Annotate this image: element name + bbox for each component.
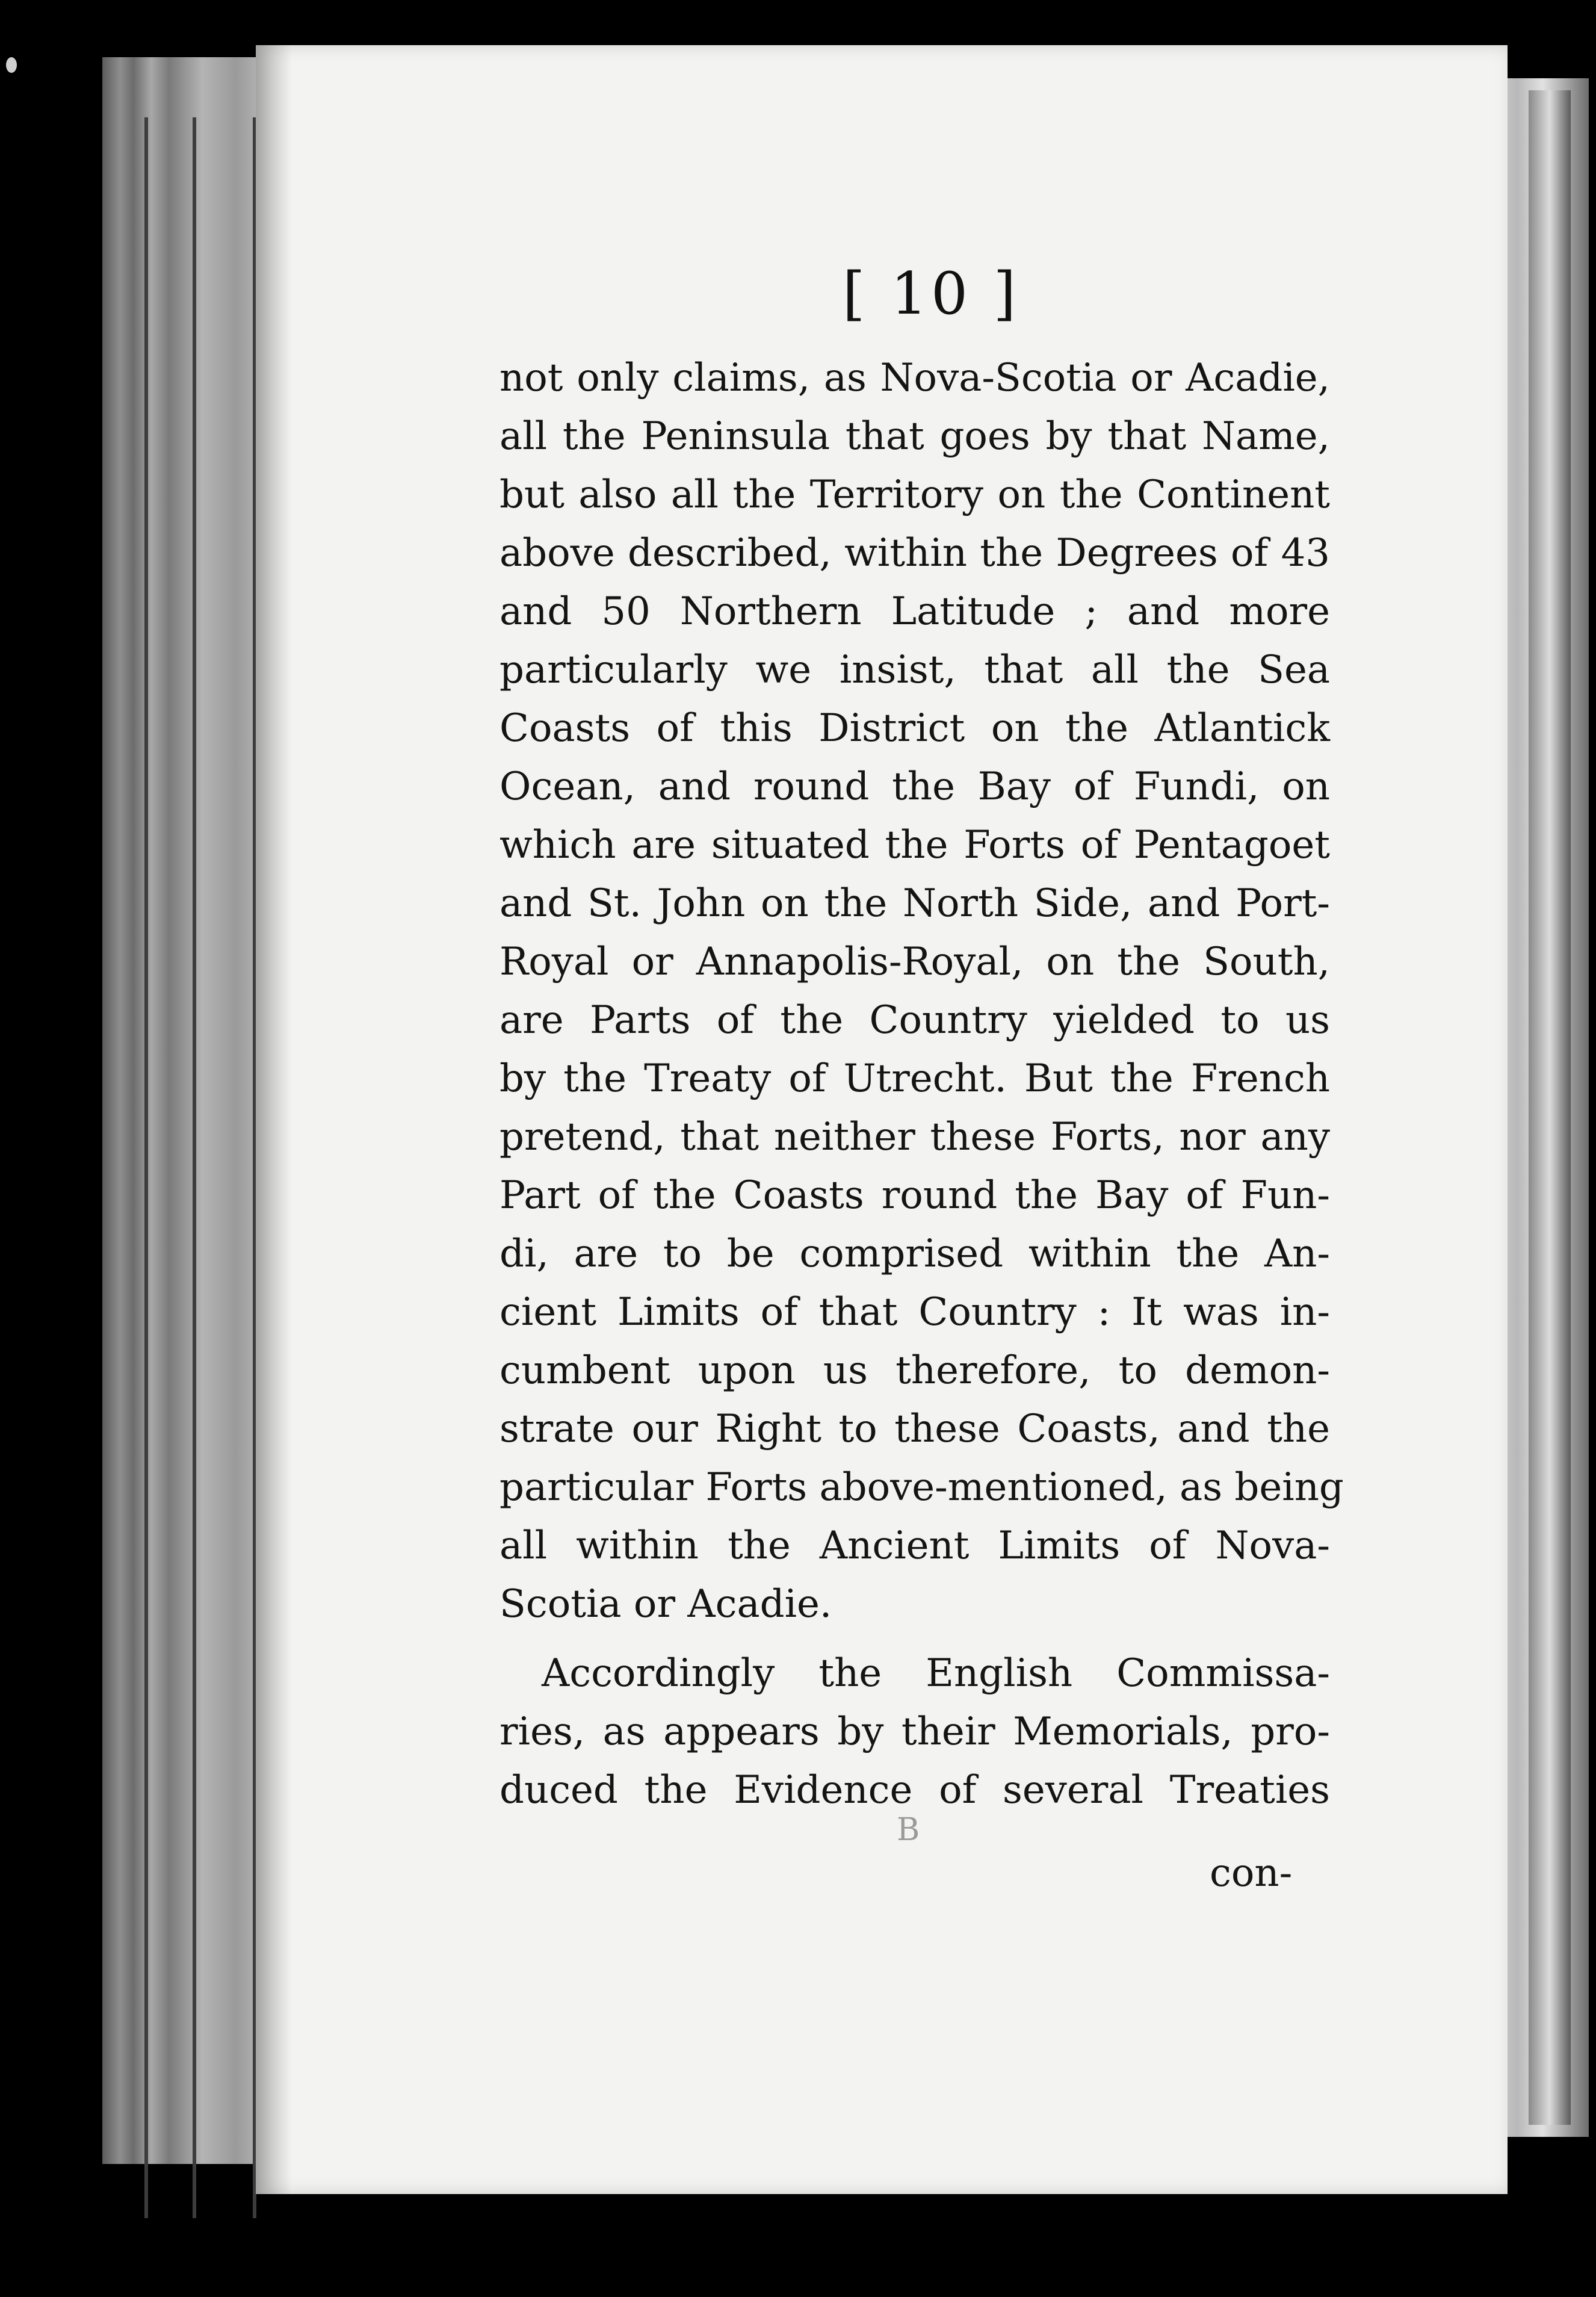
page-number: [ 10 ] <box>843 260 1020 327</box>
text-line: which are situated the Forts of Pentagoet <box>500 823 1330 867</box>
text-line: but also all the Territory on the Continent <box>500 473 1330 517</box>
text-line: Royal or Annapolis-Royal, on the South, <box>500 940 1330 984</box>
text-line: duced the Evidence of several Treaties <box>500 1768 1330 1812</box>
text-line: di, are to be comprised within the An- <box>500 1232 1330 1276</box>
scan-speck <box>6 57 17 73</box>
text-line: particularly we insist, that all the Sea <box>500 648 1330 692</box>
text-line: are Parts of the Country yielded to us <box>500 998 1330 1043</box>
text-line: above described, within the Degrees of 43 <box>500 531 1330 575</box>
text-line: and 50 Northern Latitude ; and more <box>500 589 1330 634</box>
signature-mark: B <box>897 1812 920 1848</box>
text-line: Ocean, and round the Bay of Fundi, on <box>500 764 1330 809</box>
page-gutter-shadow <box>256 45 292 2194</box>
book-edges-right-dark <box>1529 90 1571 2125</box>
text-line: Scotia or Acadie. <box>500 1582 832 1626</box>
text-line: cient Limits of that Country : It was in- <box>500 1290 1330 1334</box>
body-text <box>500 349 1344 1820</box>
text-line: ries, as appears by their Memorials, pro- <box>500 1710 1330 1754</box>
edge-line <box>193 117 196 2218</box>
text-line: all within the Ancient Limits of Nova- <box>500 1524 1330 1568</box>
text-line: cumbent upon us therefore, to demon- <box>500 1348 1330 1393</box>
text-line: pretend, that neither these Forts, nor any <box>500 1115 1330 1159</box>
text-line: particular Forts above-mentioned, as being <box>500 1465 1344 1510</box>
text-line: not only claims, as Nova-Scotia or Acadie, <box>500 356 1330 400</box>
text-line: Coasts of this District on the Atlantick <box>500 706 1330 751</box>
text-line: Accordingly the English Commissa- <box>542 1651 1330 1696</box>
text-line: strate our Right to these Coasts, and the <box>500 1407 1330 1451</box>
catchword: con- <box>1210 1851 1293 1896</box>
text-line: by the Treaty of Utrecht. But the French <box>500 1056 1330 1101</box>
text-line: all the Peninsula that goes by that Name, <box>500 414 1330 459</box>
text-line: Part of the Coasts round the Bay of Fun- <box>500 1173 1330 1218</box>
text-line: and St. John on the North Side, and Port- <box>500 881 1330 926</box>
edge-line <box>144 117 148 2218</box>
